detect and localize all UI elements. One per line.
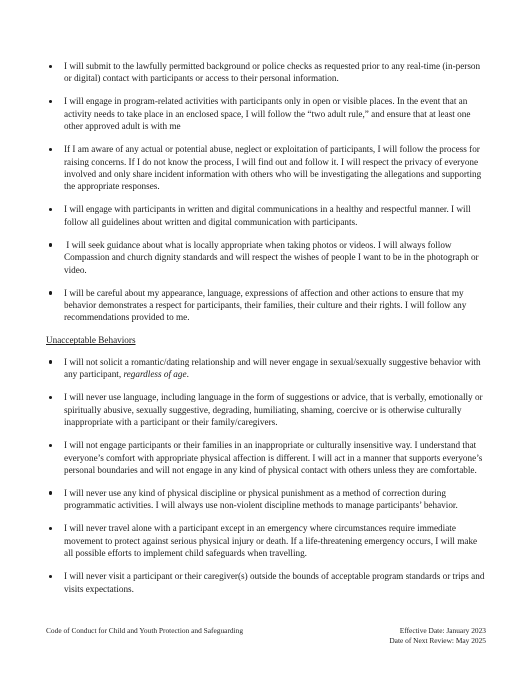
bullet-icon [49, 291, 52, 294]
list-item [46, 143, 486, 193]
section-heading-unacceptable-behaviors: Unacceptable Behaviors [46, 335, 136, 346]
acceptable-behaviors-list [46, 60, 486, 324]
footer-next-review-date: Date of Next Review: May 2025 [389, 635, 486, 645]
list-item [46, 522, 486, 559]
bullet-icon [49, 575, 52, 578]
list-item-text: I will never use any kind of physical discipline or physical punishment as a method of correction during programmatic activities. I will always use non-violent discipline methods to manage participants’ behavior. [64, 487, 458, 511]
bullet-icon [49, 444, 52, 447]
list-item-text: I will not solicit a romantic/dating relationship and will never engage in sexual/sexually suggestive behavior with any participant, [64, 356, 481, 380]
bullet-icon [49, 527, 52, 530]
bullet-icon [49, 491, 52, 494]
list-item-emphasis: regardless of age [123, 369, 187, 380]
list-item-text: I will engage with participants in written and digital communications in a healthy and respectful manner. I will follow all guidelines about written and digital communication with participants. [64, 204, 471, 227]
list-item-text: I will be careful about my appearance, language, expressions of affection and other actions to ensure that my behavior demonstrates a respect for participants, their families, their culture and their rights. I will follow any recommendations provided to me. [64, 287, 467, 323]
footer-dates [389, 626, 486, 645]
list-item-text: I will never travel alone with a participant except in an emergency where circumstances require immediate movement to protect against serious physical injury or death. If a life-threatening emergency occurs, I will make all possible efforts to implement child safeguards when travelling. [64, 523, 478, 559]
list-item-text: I will submit to the lawfully permitted background or police checks as requested prior to any real-time (in-person or digital) contact with participants or access to their personal information. [64, 61, 481, 84]
list-item [46, 356, 486, 381]
list-item [46, 439, 486, 476]
list-item-text: I will not engage participants or their families in an inappropriate or culturally insensitive way. I understand that everyone’s comfort with appropriate physical affection is different. I will act in a manner that supports everyone’s personal boundaries and will not engage in any kind of physical contact with others unless they are comfortable. [64, 440, 483, 475]
unacceptable-behaviors-list [46, 356, 486, 595]
list-item [46, 203, 486, 228]
list-item [46, 287, 486, 324]
list-item-tail: . [186, 369, 189, 380]
list-item [46, 487, 486, 512]
bullet-icon [49, 243, 52, 246]
list-item [46, 391, 486, 428]
list-item-text: I will never use language, including language in the form of suggestions or advice, that is verbally, emotionally or spiritually abusive, sexually suggestive, degrading, humiliating, shaming, coercive or is otherwise culturally inappropriate with a participant or their family/caregivers. [64, 392, 483, 428]
list-item [46, 60, 486, 85]
list-item-text: If I am aware of any actual or potential abuse, neglect or exploitation of participants, I will follow the process for raising concerns. If I do not know the process, I will find out and follow it. I will respect the privacy of everyone involved and only share incident information with others who will be investigating the allegations and supporting the appropriate responses. [64, 144, 482, 192]
bullet-icon [49, 100, 52, 103]
bullet-icon [49, 396, 52, 399]
list-item-text: I will seek guidance about what is locally appropriate when taking photos or videos. I will always follow Compassion and church dignity standards and will respect the wishes of people I want to be in the photograph or video. [64, 239, 481, 275]
bullet-icon [49, 65, 52, 68]
bullet-icon [49, 148, 52, 151]
bullet-icon [49, 360, 52, 363]
list-item [46, 95, 486, 132]
bullet-icon [49, 208, 52, 211]
list-item [46, 239, 486, 276]
footer-document-title: Code of Conduct for Child and Youth Protection and Safeguarding [46, 626, 244, 635]
list-item [46, 570, 486, 595]
footer-effective-date: Effective Date: January 2023 [399, 626, 486, 635]
document-body [46, 60, 486, 606]
list-item-text: I will engage in program-related activities with participants only in open or visible places. In the event that an activity needs to take place in an enclosed space, I will follow the “two adult rule,” and ensure that at least one other approved adult is with me [64, 96, 471, 132]
list-item-text: I will never visit a participant or their caregiver(s) outside the bounds of acceptable program standards or trips and visits expectations. [64, 571, 485, 594]
